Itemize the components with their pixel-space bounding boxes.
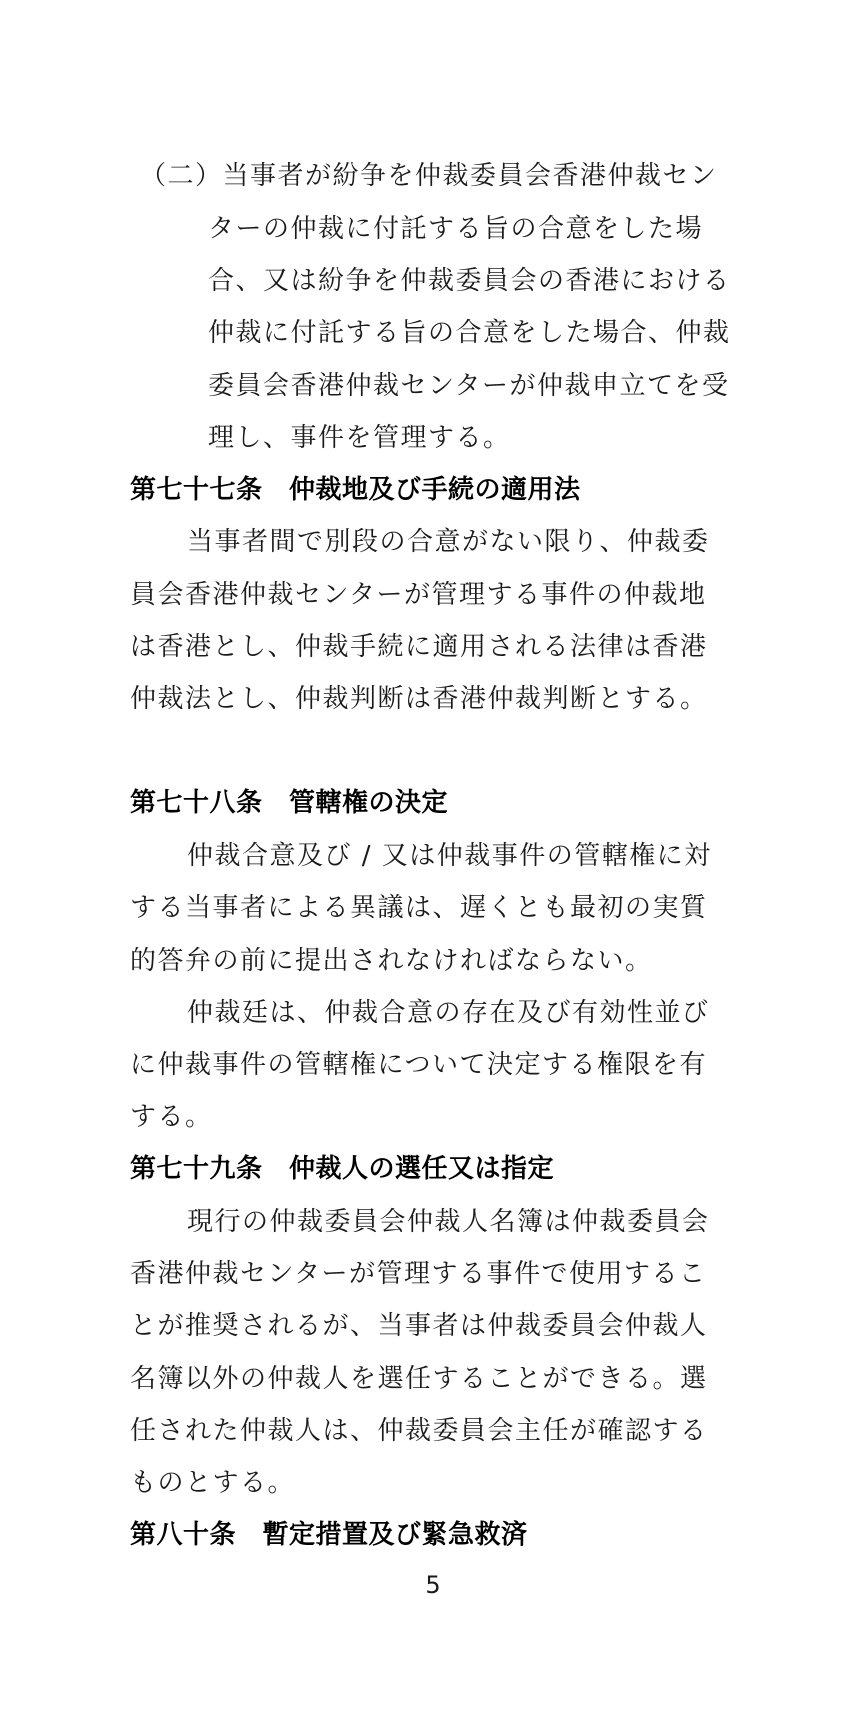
item2-line-3: 合、又は紛争を仲裁委員会の香港における: [208, 266, 731, 296]
article79-line-1: 現行の仲裁委員会仲裁人名簿は仲裁委員会: [187, 1207, 710, 1237]
article79-line-4: 名簿以外の仲裁人を選任することができる。選: [130, 1364, 708, 1394]
item2-line-4: 仲裁に付託する旨の合意をした場合、仲裁: [208, 318, 731, 348]
article79-line-6: ものとする。: [130, 1468, 296, 1498]
item2-line-1: （二）当事者が紛争を仲裁委員会香港仲裁セン: [140, 161, 718, 191]
article77-line-1: 当事者間で別段の合意がない限り、仲裁委: [187, 527, 710, 557]
article78-heading: 第七十八条 管轄権の決定: [130, 788, 449, 818]
article78-line-5: に仲裁事件の管轄権について決定する権限を有: [130, 1050, 707, 1080]
item2-line-2: ターの仲裁に付託する旨の合意をした場: [208, 214, 704, 244]
article78-line-1: 仲裁合意及び / 又は仲裁事件の管轄権に対: [187, 841, 712, 871]
article78-line-2: する当事者による異議は、遅くとも最初の実質: [130, 893, 708, 923]
article79-line-5: 任された仲裁人は、仲裁委員会主任が確認する: [130, 1416, 708, 1446]
item2-line-6: 理し、事件を管理する。: [208, 423, 511, 453]
article77-line-2: 員会香港仲裁センターが管理する事件の仲裁地: [130, 580, 707, 610]
page-number: 5: [425, 1571, 441, 1599]
article78-line-3: 的答弁の前に提出されなければならない。: [130, 946, 653, 976]
article80-heading: 第八十条 暫定措置及び緊急救済: [130, 1520, 528, 1550]
article79-line-3: とが推奨されるが、当事者は仲裁委員会仲裁人: [130, 1311, 708, 1341]
article77-line-4: 仲裁法とし、仲裁判断は香港仲裁判断とする。: [130, 684, 708, 714]
article77-heading: 第七十七条 仲裁地及び手続の適用法: [130, 475, 581, 505]
article79-line-2: 香港仲裁センターが管理する事件で使用するこ: [130, 1259, 707, 1289]
article78-line-6: する。: [130, 1102, 213, 1132]
item2-line-5: 委員会香港仲裁センターが仲裁申立てを受: [208, 371, 730, 401]
article78-line-4: 仲裁廷は、仲裁合意の存在及び有効性並び: [187, 998, 710, 1028]
article77-line-3: は香港とし、仲裁手続に適用される法律は香港: [130, 632, 708, 662]
article79-heading: 第七十九条 仲裁人の選任又は指定: [130, 1154, 555, 1184]
